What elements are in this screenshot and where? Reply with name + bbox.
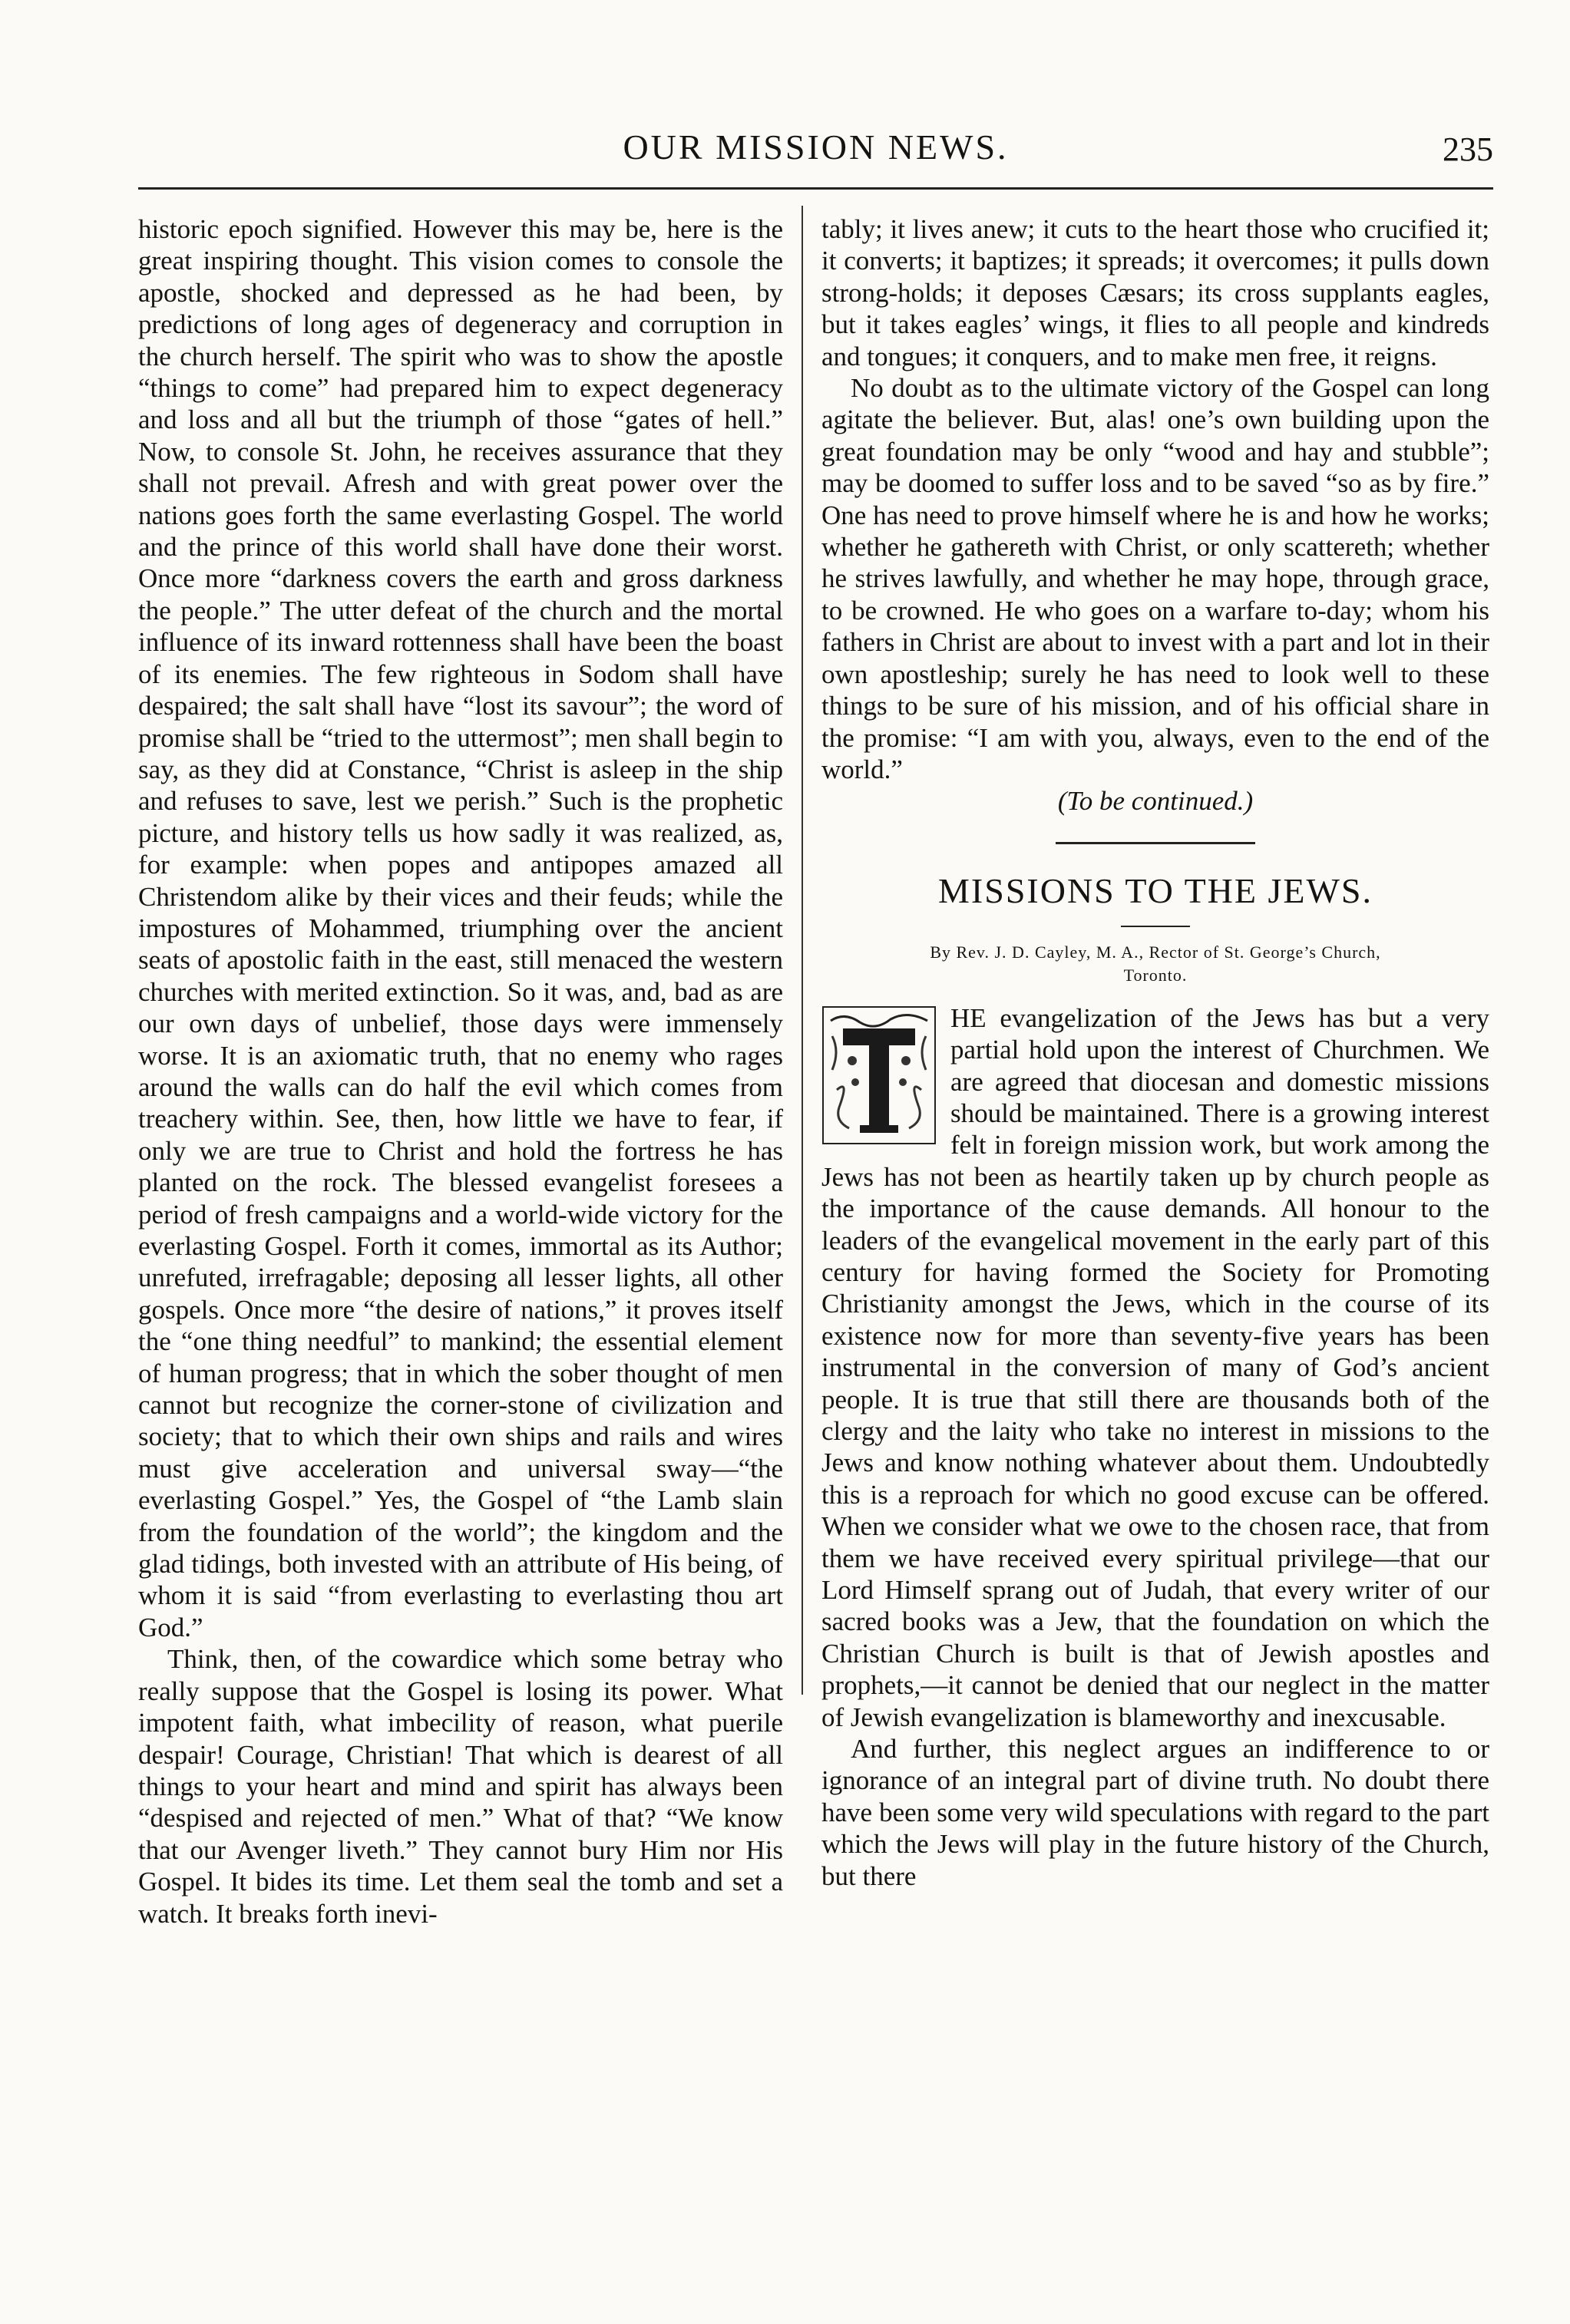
- continued-note: (To be continued.): [1057, 786, 1254, 817]
- title-rule: [1121, 926, 1190, 927]
- page-number: 235: [1443, 130, 1493, 168]
- paragraph: HE evangelization of the Jews has but a very partial hold upon the interest of Churchmen. We are agreed that diocesan and domestic missions should be maintained. There is a growing interest felt in foreign mission work, but work among the Jews has not been as heartily taken up by church people as the importance of the cause demands. All honour to the leaders of the evangelical movement in the early part of this century for having formed the Society for Promoting Christianity amongst the Jews, which in the course of its existence now for more than seventy-five years has been instrumental in the conversion of many of God’s ancient people. It is true that still there are thousands both of the clergy and the laity who take no interest in missions to the Jews and know nothing whatever about them. Undoubtedly this is a reproach for which no good excuse can be offered. When we consider what we owe to the chosen race, that from them we have received every spiritual privilege—that our Lord Himself sprang out of Judah, that every writer of our sacred books was a Jew, that the foundation on which the Christian Church is built is that of Jewish apostles and prophets,—it cannot be denied that our neglect in the matter of Jewish evangelization is blameworthy and inexcusable.: [821, 1002, 1489, 1732]
- running-title: OUR MISSION NEWS.: [623, 127, 1009, 167]
- drop-cap-t-icon: [821, 1005, 937, 1145]
- byline: [821, 941, 1489, 987]
- paragraph: No doubt as to the ultimate victory of the Gospel can long agitate the believer. But, alas! one’s own building upon the great foundation may be only “wood and hay and stubble”; may be doomed to suffer loss and to be saved “so as by fire.” One has need to prove himself where he is and how he works; whether he gathereth with Christ, or only scattereth; whether he strives lawfully, and whether he may hope, through grace, to be crowned. He who goes on a warfare to-day; whom his fathers in Christ are about to invest with a part and lot in their own apostleship; surely he has need to look well to these things to be sure of his mission, and of his official share in the promise: “I am with you, always, even to the end of the world.”: [821, 373, 1489, 784]
- paragraph: Think, then, of the cowardice which some betray who really suppose that the Gospel is losing its power. What impotent faith, what imbecility of reason, what puerile despair! Courage, Christian! That which is dearest of all things to your heart and mind and spirit has always been “despised and rejected of men.” What of that? “We know that our Avenger liveth.” They cannot bury Him nor His Gospel. It bides its time. Let them seal the tomb and set a watch. It breaks forth inevi-: [138, 1644, 783, 1929]
- column-divider: [802, 206, 803, 1695]
- byline-place: Toronto.: [1123, 965, 1188, 985]
- section-title: MISSIONS TO THE JEWS.: [938, 870, 1373, 910]
- left-column: [138, 213, 783, 1930]
- right-column: [821, 213, 1489, 1892]
- ornamental-drop-cap: [821, 1005, 937, 1145]
- header-rule: [138, 187, 1493, 190]
- running-header: [138, 119, 1493, 173]
- paragraph: historic epoch signified. However this may be, here is the great inspiring thought. This vision comes to console the apostle, shocked and depressed as he had been, by predictions of long ages of degeneracy and corruption in the church herself. The spirit who was to show the apostle “things to come” had prepared him to expect degeneracy and loss and all but the triumph of those “gates of hell.” Now, to console St. John, he receives assurance that they shall not prevail. Afresh and with great power over the nations goes forth the same everlasting Gospel. The world and the prince of this world shall have done their worst. Once more “darkness covers the earth and gross darkness the people.” The utter defeat of the church and the mortal influence of its inward rottenness shall have been the boast of its enemies. The few righteous in Sodom shall have despaired; the salt shall have “lost its savour”; the word of promise shall be “tried to the uttermost”; men shall begin to say, as they did at Constance, “Christ is asleep in the ship and refuses to save, lest we perish.” Such is the prophetic picture, and history tells us how sadly it was realized, as, for example: when popes and antipopes amazed all Christendom alike by their vices and their feuds; while the impostures of Mohammed, triumphing over the ancient seats of apostolic faith in the east, still menaced the western churches with merited extinction. So it was, and, bad as are our own days of unbelief, those days were immensely worse. It is an axiomatic truth, that no enemy who rages around the walls can do half the evil which comes from treachery within. See, then, how little we have to fear, if only we are true to Christ and hold the fortress he has planted on the rock. The blessed evangelist foresees a period of fresh campaigns and a world-wide victory for the everlasting Gospel. Forth it comes, immortal as its Author; unrefuted, irrefragable; deposing all lesser lights, all other gospels. Once more “the desire of nations,” it proves itself the “one thing needful” to mankind; the essential element of human progress; that in which the sober thought of men cannot but recognize the corner-stone of civilization and society; that to which their own ships and rails and wires must give acceleration and universal sway—“the everlasting Gospel.” Yes, the Gospel of “the Lamb slain from the foundation of the world”; the kingdom and the glad tidings, both invested with an attribute of His being, of whom it is said “from everlasting to everlasting thou art God.”: [138, 214, 783, 1642]
- section-rule: [1056, 842, 1255, 844]
- article-body: [821, 1002, 1489, 1892]
- paragraph: tably; it lives anew; it cuts to the heart those who crucified it; it converts; it baptizes; it spreads; it overcomes; it pulls down strong-holds; it deposes Cæsars; its cross supplants eagles, but it takes eagles’ wings, it flies to all people and kindreds and tongues; it conquers, and to make men free, it reigns.: [821, 214, 1489, 371]
- paragraph: And further, this neglect argues an indifference to or ignorance of an integral part of divine truth. No doubt there have been some very wild speculations with regard to the part which the Jews will play in the future history of the Church, but there: [821, 1734, 1489, 1891]
- byline-author: By Rev. J. D. Cayley, M. A., Rector of St. George’s Church,: [930, 942, 1381, 962]
